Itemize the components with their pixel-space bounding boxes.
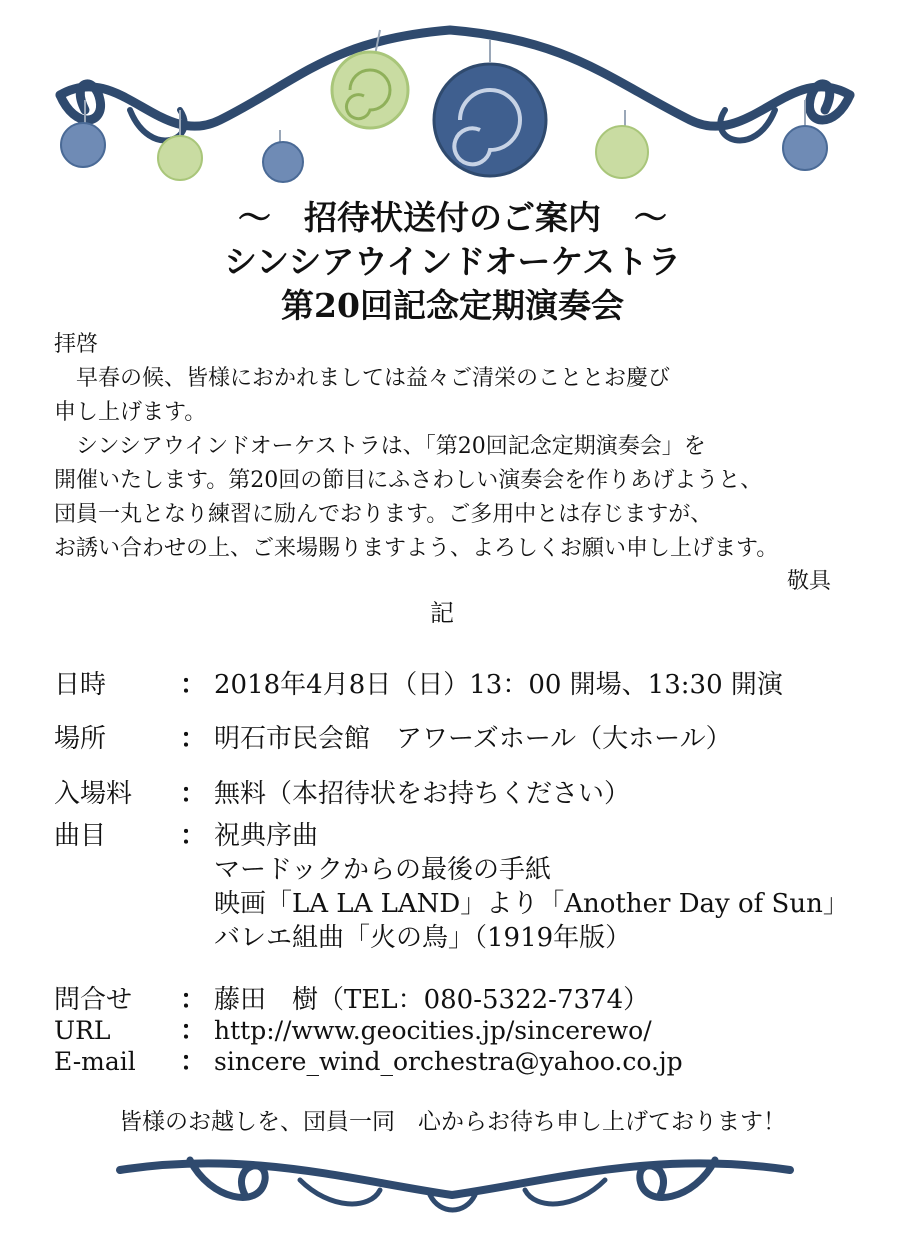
fee-value: 無料（本招待状をお持ちください）: [214, 779, 631, 809]
letter-p1-line1: 早春の候、皆様におかれましては益々ご清栄のこととお慶び: [54, 366, 671, 391]
program-colon: ：: [180, 821, 207, 851]
email-colon: ：: [180, 1047, 207, 1077]
letter-closing: 敬具: [786, 569, 831, 594]
letter-p2-line3: 団員一丸となり練習に励んでおります。ご多用中とは存じますが、: [54, 502, 713, 527]
datetime-value: 2018年4月8日（日）13：00 開場、13:30 開演: [214, 670, 783, 700]
footer-message: 皆様のお越しを、団員一同 心からお待ち申し上げております！: [119, 1109, 786, 1135]
fee-label: 入場料: [54, 779, 133, 809]
contact-label: 問合せ: [54, 985, 133, 1015]
program-item: バレエ組曲「火の鳥」（1919年版）: [214, 923, 632, 953]
url-label: URL: [54, 1016, 111, 1045]
letter-p2-line2: 開催いたします。第20回の節目にふさわしい演奏会を作りあげようと、: [54, 468, 763, 493]
venue-colon: ：: [180, 724, 207, 754]
program-item: 映画「LA LA LAND」より「Another Day of Sun」: [214, 889, 849, 919]
fee-colon: ：: [180, 779, 207, 809]
email-link[interactable]: sincere_wind_orchestra@yahoo.co.jp: [214, 1047, 683, 1076]
title-line-1: ～ 招待状送付のご案内 ～: [238, 198, 667, 237]
letter-p1-line2: 申し上げます。: [54, 400, 207, 425]
program-item: マードックからの最後の手紙: [214, 855, 551, 885]
letter-p2-line4: お誘い合わせの上、ご来場賜りますよう、よろしくお願い申し上げます。: [54, 536, 779, 561]
title-line-2: シンシアウインドオーケストラ: [223, 242, 682, 281]
program-label: 曲目: [54, 821, 107, 851]
ornament-ball-icon: [61, 52, 827, 182]
email-label: E-mail: [54, 1047, 136, 1076]
venue-label: 場所: [54, 724, 107, 754]
datetime-colon: ：: [180, 670, 207, 700]
program-item: 祝典序曲: [214, 821, 319, 851]
datetime-label: 日時: [54, 670, 107, 700]
url-colon: ：: [180, 1016, 207, 1046]
ribbon-flourish-icon: [0, 1140, 905, 1248]
ribbon-garland-icon: [0, 0, 905, 195]
title-line-3: 第20回記念定期演奏会: [281, 286, 624, 325]
venue-value: 明石市民会館 アワーズホール（大ホール）: [214, 724, 732, 754]
letter-ki: 記: [430, 599, 454, 627]
contact-value: 藤田 樹（TEL：080-5322-7374）: [214, 985, 650, 1015]
letter-p2-line1: シンシアウインドオーケストラは、「第20回記念定期演奏会」を: [54, 434, 706, 459]
url-link[interactable]: http://www.geocities.jp/sincerewo/: [214, 1016, 652, 1045]
letter-opening: 拝啓: [54, 332, 99, 357]
contact-colon: ：: [180, 985, 207, 1015]
